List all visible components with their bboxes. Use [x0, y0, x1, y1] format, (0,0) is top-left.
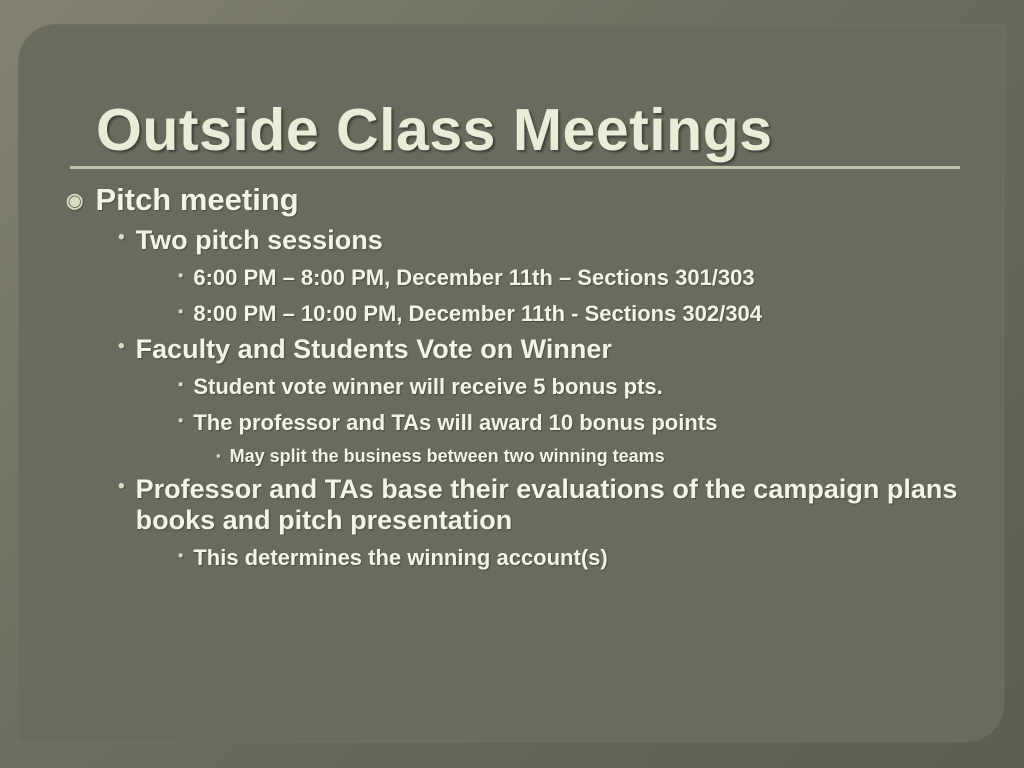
bullet-marker-icon: ▪ — [178, 303, 184, 321]
list-item-text: 8:00 PM – 10:00 PM, December 11th - Sections 302/304 — [193, 301, 762, 327]
list-item — [178, 265, 986, 291]
bullet-marker-icon: ▪ — [178, 412, 184, 430]
list-item-text: Faculty and Students Vote on Winner — [135, 334, 612, 365]
list-item — [118, 474, 986, 534]
list-item-text: The professor and TAs will award 10 bonus points — [193, 410, 718, 436]
bullet-marker-icon: • — [118, 227, 125, 248]
bullet-list — [56, 178, 986, 573]
list-item-text: 6:00 PM – 8:00 PM, December 11th – Sections 301/303 — [193, 265, 755, 291]
list-item — [118, 334, 986, 364]
list-item — [178, 301, 986, 327]
list-item — [66, 182, 986, 218]
bullet-marker-icon: • — [118, 476, 125, 498]
bullet-marker-icon: ▪ — [178, 376, 184, 394]
list-item — [178, 410, 986, 436]
list-item-text: This determines the winning account(s) — [193, 544, 608, 570]
bullet-marker-icon: ▪ — [178, 546, 184, 564]
list-item-text: Two pitch sessions — [135, 225, 383, 255]
page-title: Outside Class Meetings — [96, 97, 773, 163]
list-item-text: May split the business between two winning teams — [229, 446, 665, 467]
bullet-marker-icon: ▪ — [178, 267, 184, 285]
list-item-text: Professor and TAs base their evaluations of the campaign plans books and pitch presentation — [135, 474, 958, 535]
bullet-marker-icon: • — [118, 336, 125, 358]
list-item — [178, 374, 986, 400]
list-item-text: Student vote winner will receive 5 bonus pts. — [193, 374, 663, 400]
bullet-marker-icon: ◉ — [66, 190, 84, 212]
list-item — [178, 545, 986, 571]
list-item — [216, 446, 986, 467]
list-item-text: Pitch meeting — [95, 182, 299, 217]
list-item — [118, 225, 986, 255]
bullet-marker-icon: ▪ — [216, 448, 221, 464]
title-underline — [70, 166, 960, 169]
